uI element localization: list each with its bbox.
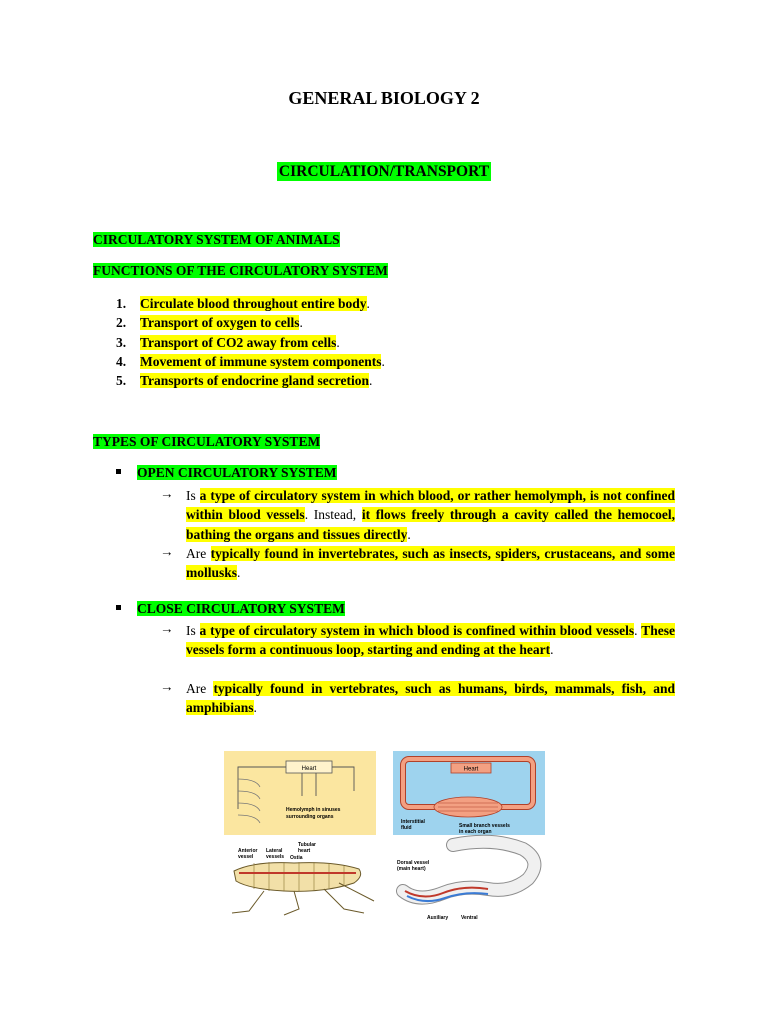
arrow-icon: → bbox=[160, 621, 174, 636]
end: . bbox=[237, 565, 241, 581]
functions-heading bbox=[93, 263, 388, 279]
insect-tubular-label-2: heart bbox=[298, 848, 311, 854]
open-paragraph-2 bbox=[160, 544, 675, 583]
subtitle: CIRCULATION/TRANSPORT bbox=[278, 163, 490, 180]
subtitle-block bbox=[0, 163, 768, 181]
lead: Is bbox=[186, 623, 200, 638]
end: . bbox=[253, 700, 257, 716]
list-number: 3. bbox=[116, 334, 127, 350]
highlight: a type of circulatory system in which blood, or rather hemolymph, is not confined within blood vessels bbox=[186, 488, 676, 523]
closed-vessels-label-1: Small branch vessels bbox=[459, 823, 510, 829]
list-end: . bbox=[336, 334, 340, 350]
insect-ostia-label: Ostia bbox=[290, 855, 303, 861]
insect-illustration bbox=[232, 842, 374, 915]
list-text: Movement of immune system components bbox=[140, 353, 382, 369]
list-item bbox=[116, 352, 385, 371]
lead: Is bbox=[186, 488, 200, 503]
highlight: typically found in invertebrates, such as insects, spiders, crustaceans, and some mollusks bbox=[186, 546, 675, 581]
worm-dorsal-label-2: (main heart) bbox=[397, 866, 426, 872]
types-heading bbox=[93, 434, 320, 450]
paragraph-text bbox=[186, 621, 675, 660]
insect-anterior-label-2: vessel bbox=[238, 854, 254, 860]
list-item bbox=[116, 333, 385, 352]
highlight: typically found in vertebrates, such as humans, birds, mammals, fish, and amphibians bbox=[186, 681, 675, 716]
lead: Are bbox=[186, 546, 211, 561]
list-text: Circulate blood throughout entire body bbox=[140, 296, 367, 311]
list-item bbox=[116, 371, 385, 390]
close-system-label: CLOSE CIRCULATORY SYSTEM bbox=[137, 601, 345, 616]
open-system-diagram bbox=[224, 751, 376, 835]
paragraph-text bbox=[186, 679, 675, 718]
insect-body bbox=[234, 863, 361, 892]
paragraph-text bbox=[186, 486, 675, 544]
list-number: 4. bbox=[116, 353, 127, 369]
end: . bbox=[550, 642, 554, 658]
insect-lateral-label-2: vessels bbox=[266, 854, 285, 860]
functions-list bbox=[116, 294, 385, 390]
open-system-label: OPEN CIRCULATORY SYSTEM bbox=[137, 465, 337, 480]
highlight: it flows freely through a cavity called the hemocoel, bathing the organs and tissues directly bbox=[186, 507, 676, 542]
arrow-icon: → bbox=[160, 486, 174, 501]
paragraph-text bbox=[186, 544, 675, 583]
list-number: 1. bbox=[116, 296, 127, 311]
square-bullet-icon bbox=[116, 469, 121, 474]
close-system-heading bbox=[116, 601, 345, 617]
list-number: 2. bbox=[116, 315, 127, 331]
section-heading-text: CIRCULATORY SYSTEM OF ANIMALS bbox=[93, 232, 340, 247]
closed-system-diagram bbox=[393, 751, 545, 835]
close-paragraph-2 bbox=[160, 679, 675, 718]
list-number: 5. bbox=[116, 373, 127, 389]
insect-anterior-label-1: Anterior bbox=[238, 848, 258, 854]
connector: . bbox=[634, 623, 642, 638]
closed-fluid-label-2: fluid bbox=[401, 825, 412, 831]
arrow-icon: → bbox=[160, 544, 174, 559]
functions-heading-text: FUNCTIONS OF THE CIRCULATORY SYSTEM bbox=[93, 263, 388, 278]
end: . bbox=[407, 526, 411, 542]
close-paragraph-1 bbox=[160, 621, 675, 660]
open-sinus-label-1: Hemolymph in sinuses bbox=[286, 807, 341, 813]
worm-illustration bbox=[397, 842, 534, 921]
types-heading-text: TYPES OF CIRCULATORY SYSTEM bbox=[93, 434, 321, 449]
list-end: . bbox=[381, 353, 385, 369]
section-heading bbox=[93, 232, 340, 248]
highlight: These vessels form a continuous loop, starting and ending at the heart bbox=[186, 623, 676, 658]
closed-fluid-label-1: Interstitial bbox=[401, 819, 425, 825]
lead: Are bbox=[186, 681, 214, 696]
open-system-heading bbox=[116, 465, 337, 481]
square-bullet-icon bbox=[116, 605, 121, 610]
worm-ventral-label: Ventral bbox=[461, 915, 478, 921]
highlight: a type of circulatory system in which blood is confined within blood vessels bbox=[199, 623, 635, 638]
open-sinus-label-2: surrounding organs bbox=[286, 814, 334, 820]
document-title: GENERAL BIOLOGY 2 bbox=[288, 88, 480, 108]
closed-heart-label: Heart bbox=[463, 766, 479, 773]
insect-lateral-label-1: Lateral bbox=[266, 848, 283, 854]
list-item bbox=[116, 294, 385, 313]
connector: . Instead, bbox=[304, 507, 362, 523]
circulatory-systems-figure bbox=[224, 751, 546, 921]
list-item bbox=[116, 313, 385, 332]
insect-tubular-label-1: Tubular bbox=[298, 842, 316, 848]
list-text: Transport of CO2 away from cells bbox=[140, 334, 337, 350]
list-text: Transports of endocrine gland secretion bbox=[140, 373, 369, 389]
list-text: Transport of oxygen to cells bbox=[140, 315, 300, 331]
worm-auxiliary-label: Auxiliary bbox=[427, 915, 449, 921]
list-end: . bbox=[366, 296, 370, 311]
open-heart-label: Heart bbox=[301, 766, 317, 772]
closed-vessels-label-2: in each organ bbox=[459, 829, 492, 835]
worm-dorsal-label-1: Dorsal vessel bbox=[397, 860, 430, 866]
open-paragraph-1 bbox=[160, 486, 675, 544]
list-end: . bbox=[299, 315, 303, 331]
arrow-icon: → bbox=[160, 679, 174, 694]
list-end: . bbox=[369, 373, 373, 389]
